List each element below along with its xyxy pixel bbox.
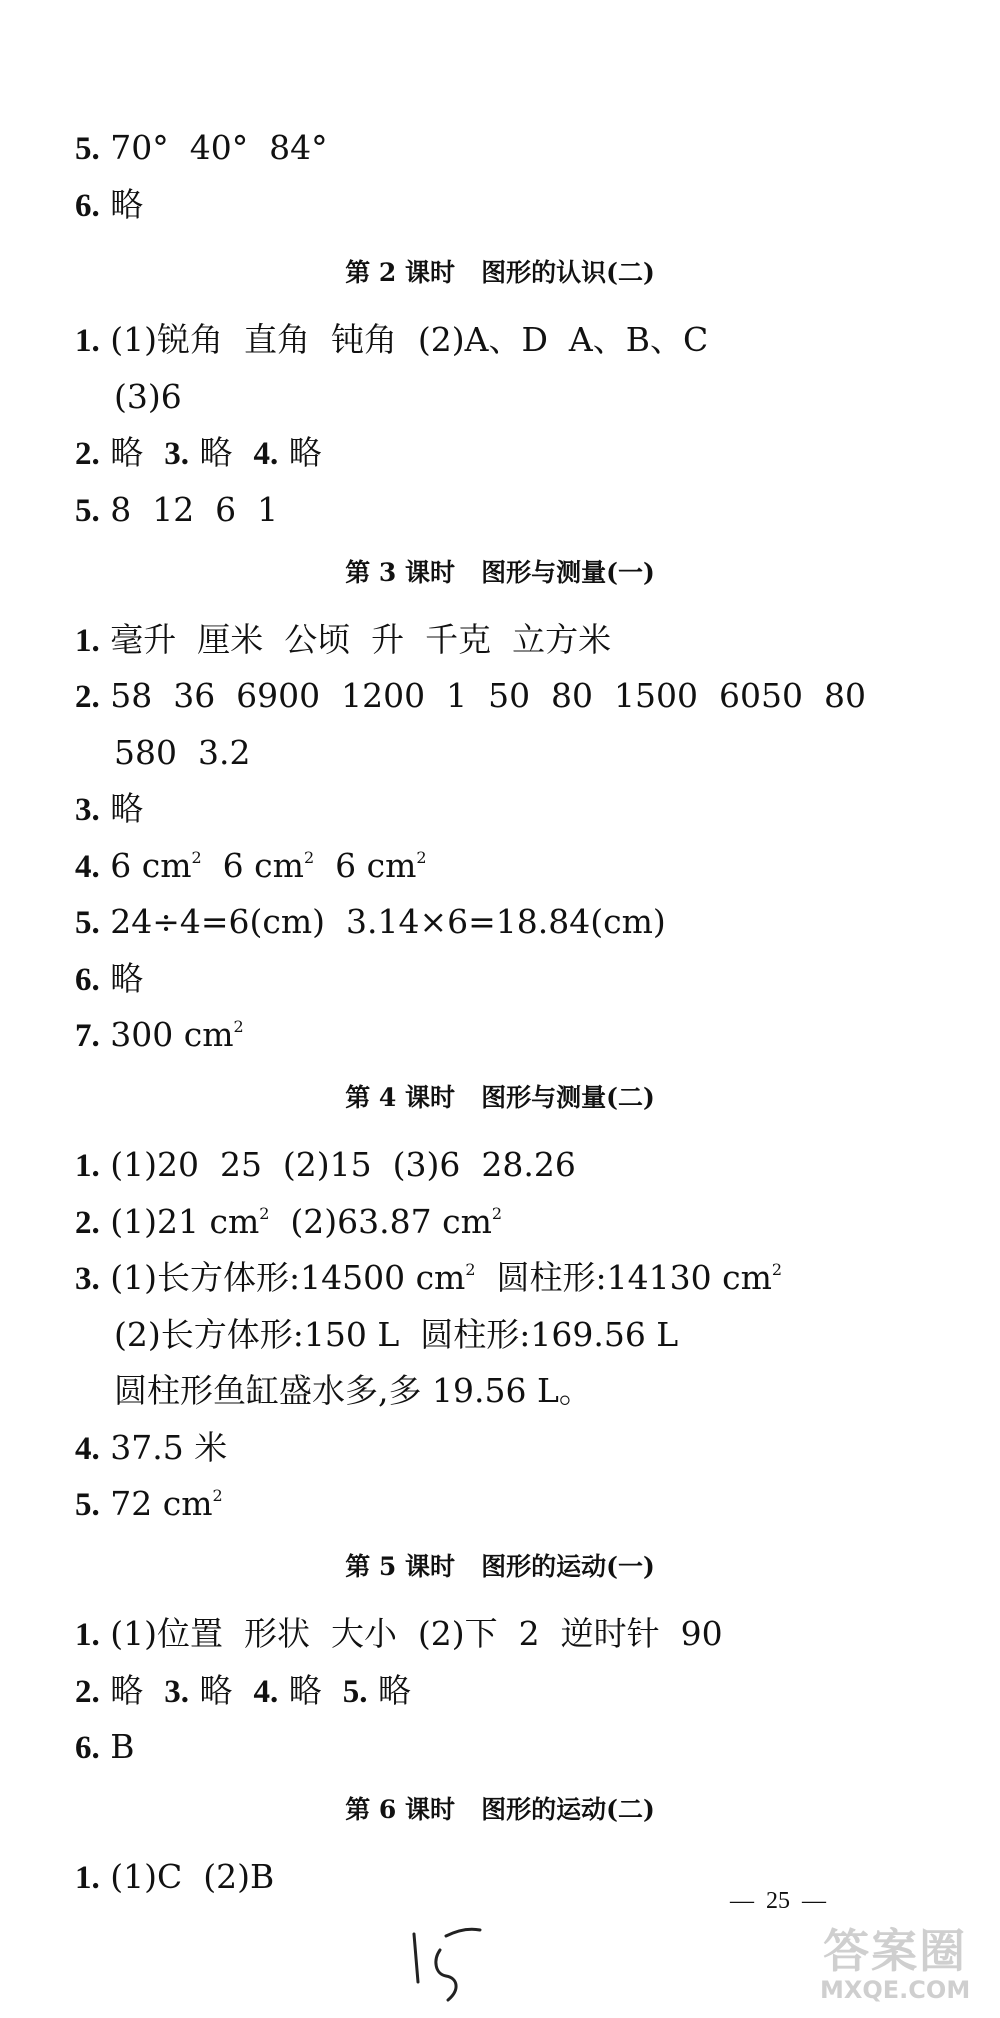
answer-continuation: 圆柱形鱼缸盛水多,多 19.56 L。 xyxy=(114,1371,592,1410)
answer-line: 1. (1)C (2)B xyxy=(75,1857,275,1896)
answer-line: 1. 毫升 厘米 公顷 升 千克 立方米 xyxy=(75,620,612,659)
answer-line: 1. (1)20 25 (2)15 (3)6 28.26 xyxy=(75,1145,576,1184)
answer-line: 1. (1)位置 形状 大小 (2)下 2 逆时针 90 xyxy=(75,1614,723,1653)
answer-continuation: (3)6 xyxy=(114,377,182,416)
answer-line: 3. 略 xyxy=(75,789,144,828)
handwritten-mark xyxy=(400,1920,510,2010)
answer-line: 5. 8 12 6 1 xyxy=(75,490,279,529)
answer-line: 2. 58 36 6900 1200 1 50 80 1500 6050 80 xyxy=(75,676,866,715)
answer-continuation: (2)长方体形:150 L 圆柱形:169.56 L xyxy=(114,1315,679,1354)
page-number: — 25 — xyxy=(730,1888,826,1914)
answer-line: 2. 略 3. 略 4. 略 xyxy=(75,433,322,472)
answer-line: 6. B xyxy=(75,1727,135,1766)
section-heading: 第 3 课时 图形与测量(一) xyxy=(345,558,655,587)
section-heading: 第 4 课时 图形与测量(二) xyxy=(345,1083,655,1112)
answer-line: 6. 略 xyxy=(75,185,144,224)
answer-line: 5. 72 $cm^2$ xyxy=(75,1484,223,1523)
answer-line: 5. 24÷4=6(cm) 3.14×6=18.84(cm) xyxy=(75,902,666,941)
answer-line: 1. (1)锐角 直角 钝角 (2)A、D A、B、C xyxy=(75,320,709,359)
answer-line: 5. 70° 40° 84° xyxy=(75,128,328,167)
section-heading: 第 2 课时 图形的认识(二) xyxy=(345,258,655,287)
section-heading: 第 5 课时 图形的运动(一) xyxy=(345,1552,655,1581)
answer-line: 6. 略 xyxy=(75,959,144,998)
answer-line: 2. 略 3. 略 4. 略 5. 略 xyxy=(75,1671,411,1710)
answer-line: 2. (1)21 $cm^2$ (2)63.87 $cm^2$ xyxy=(75,1202,503,1241)
section-heading: 第 6 课时 图形的运动(二) xyxy=(345,1795,655,1824)
answer-line: 4. 6 $cm^2$ 6 $cm^2$ 6 $cm^2$ xyxy=(75,846,427,885)
answer-line: 4. 37.5 米 xyxy=(75,1428,228,1467)
answer-continuation: 580 3.2 xyxy=(114,733,251,772)
answer-line: 3. (1)长方体形:14500 $cm^2$ 圆柱形:14130 $cm^2$ xyxy=(75,1258,783,1297)
answer-line: 7. 300 $cm^2$ xyxy=(75,1015,244,1054)
watermark: 答案圈 MXQE.COM xyxy=(820,1924,971,2004)
